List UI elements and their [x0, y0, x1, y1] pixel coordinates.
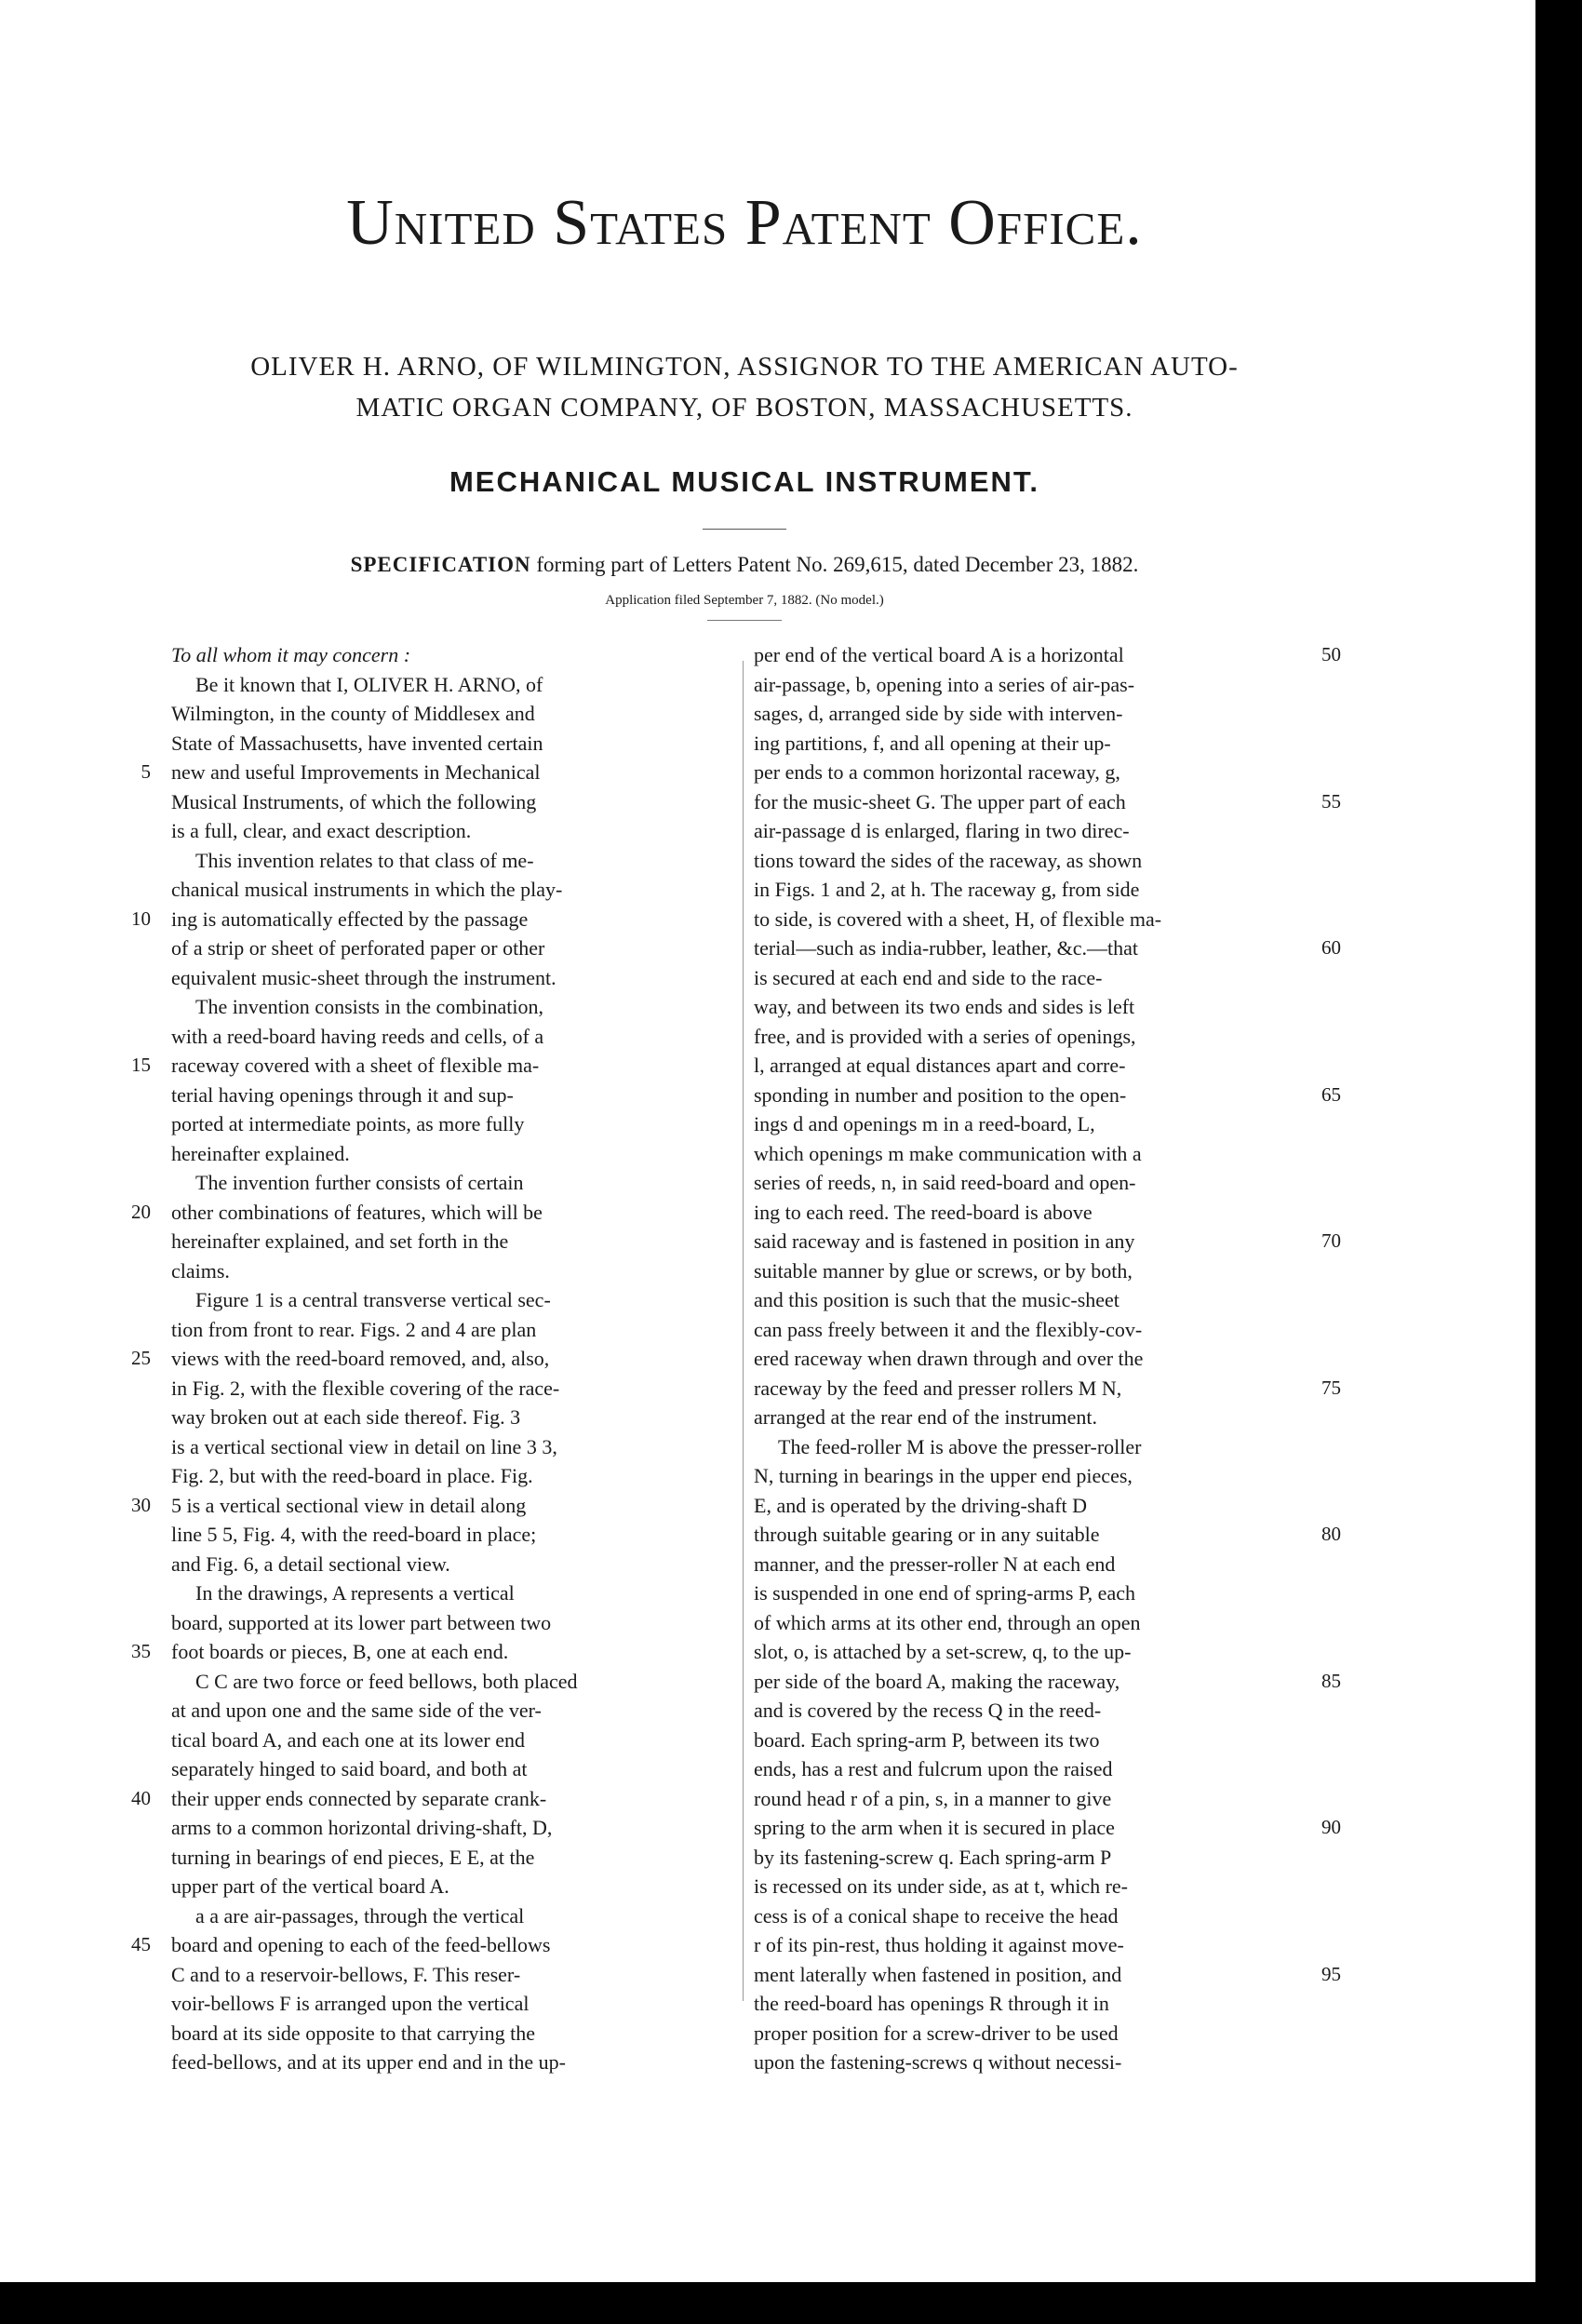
text-line: a a are air-passages, through the vertical: [195, 1903, 525, 1928]
text-line: other combinations of features, which will be: [171, 1200, 543, 1224]
text-line: E, and is operated by the driving-shaft D: [754, 1493, 1088, 1517]
text-line: line 5 5, Fig. 4, with the reed-board in place;: [171, 1523, 537, 1546]
line-number-right: 90: [1321, 1816, 1341, 1838]
inventor-assignor-block: [140, 346, 1349, 428]
text-line: Musical Instruments, of which the following: [171, 789, 537, 813]
text-line: tions toward the sides of the raceway, as shown: [754, 848, 1143, 872]
text-line: raceway covered with a sheet of flexible ma-: [171, 1054, 540, 1077]
text-line: cess is of a conical shape to receive the head: [754, 1903, 1119, 1928]
text-line: hereinafter explained.: [171, 1141, 350, 1165]
text-line: sages, d, arranged side by side with interven-: [754, 702, 1123, 725]
text-line: air-passage d is enlarged, flaring in two direc-: [754, 819, 1130, 842]
text-line: 5 is a vertical sectional view in detail along: [171, 1493, 527, 1517]
spec-rule: [707, 620, 782, 621]
text-line: Wilmington, in the county of Middlesex and: [171, 702, 535, 725]
text-line: way broken out at each side thereof. Fig. 3: [171, 1405, 521, 1429]
invention-title: MECHANICAL MUSICAL INSTRUMENT.: [449, 465, 1040, 498]
line-number-right: 80: [1321, 1523, 1341, 1545]
text-line: ings d and openings m in a reed-board, L,: [754, 1112, 1095, 1135]
line-number-left: 30: [131, 1493, 151, 1516]
specification-label: SPECIFICATION: [350, 553, 531, 576]
text-line: turning in bearings of end pieces, E E, at the: [171, 1845, 535, 1869]
text-line: ing to each reed. The reed-board is above: [754, 1200, 1093, 1224]
text-line: to side, is covered with a sheet, H, of flexible ma-: [754, 907, 1162, 931]
line-number-right: 50: [1321, 643, 1341, 665]
text-line: voir-bellows F is arranged upon the vertical: [171, 1992, 530, 2015]
application-filed-line: Application filed September 7, 1882. (No model.): [605, 593, 884, 608]
text-line: of a strip or sheet of perforated paper or other: [171, 936, 545, 960]
text-line: and is covered by the recess Q in the reed-: [754, 1699, 1102, 1722]
text-line: new and useful Improvements in Mechanical: [171, 760, 541, 784]
text-line: equivalent music-sheet through the instrument.: [171, 965, 556, 989]
text-line: the reed-board has openings R through it in: [754, 1992, 1109, 2015]
line-number-right: 65: [1321, 1082, 1341, 1106]
text-line: arranged at the rear end of the instrument.: [754, 1405, 1097, 1429]
text-line: ing partitions, f, and all opening at their up-: [754, 731, 1111, 755]
text-line: r of its pin-rest, thus holding it against move-: [754, 1933, 1124, 1956]
text-line: Fig. 2, but with the reed-board in place. Fig.: [171, 1464, 533, 1487]
text-line: board. Each spring-arm P, between its two: [754, 1727, 1100, 1752]
line-number-left: 10: [131, 907, 151, 930]
text-line: per end of the vertical board A is a horizontal: [754, 643, 1124, 666]
assignor-line: OLIVER H. ARNO, OF WILMINGTON, ASSIGNOR TO THE AMERICAN AUTO-: [250, 352, 1239, 382]
text-line: in Figs. 1 and 2, at h. The raceway g, from side: [754, 878, 1140, 901]
text-line: and Fig. 6, a detail sectional view.: [171, 1552, 450, 1576]
text-line: separately hinged to said board, and both at: [171, 1757, 528, 1780]
text-line: spring to the arm when it is secured in place: [754, 1816, 1115, 1839]
text-line: views with the reed-board removed, and, also,: [171, 1347, 550, 1370]
line-number-right: 85: [1321, 1669, 1341, 1692]
text-line: board at its side opposite to that carrying the: [171, 2021, 536, 2045]
office-heading: United States Patent Office.: [346, 187, 1143, 259]
text-line: foot boards or pieces, B, one at each end.: [171, 1640, 509, 1663]
text-line: This invention relates to that class of me-: [195, 848, 534, 872]
column-divider: [743, 661, 744, 2001]
text-line: terial having openings through it and sup-: [171, 1082, 514, 1107]
line-number-right: 75: [1321, 1376, 1341, 1399]
text-line: at and upon one and the same side of the ver-: [171, 1699, 542, 1722]
text-line: ends, has a rest and fulcrum upon the raised: [754, 1757, 1113, 1780]
text-line: terial—such as india-rubber, leather, &c.—that: [754, 936, 1139, 960]
line-number-right: 55: [1321, 789, 1341, 813]
text-line: arms to a common horizontal driving-shaft, D,: [171, 1816, 553, 1839]
specification-text: forming part of Letters Patent No. 269,615, dated December 23, 1882.: [530, 553, 1139, 576]
left-text-column: [171, 640, 730, 2077]
text-line: C and to a reservoir-bellows, F. This reser-: [171, 1962, 521, 1986]
text-line: l, arranged at equal distances apart and corre-: [754, 1054, 1126, 1077]
text-line: upon the fastening-screws q without necessi-: [754, 2050, 1122, 2074]
text-line: sponding in number and position to the open-: [754, 1082, 1127, 1107]
text-line: of which arms at its other end, through an open: [754, 1610, 1141, 1634]
text-line: ment laterally when fastened in position, and: [754, 1962, 1122, 1986]
text-line: tion from front to rear. Figs. 2 and 4 are plan: [171, 1317, 537, 1341]
text-line: with a reed-board having reeds and cells, of a: [171, 1024, 544, 1048]
text-line: way, and between its two ends and sides is left: [754, 995, 1135, 1018]
line-number-left: 45: [131, 1933, 151, 1955]
text-line: claims.: [171, 1258, 230, 1283]
text-line: The invention consists in the combination,: [195, 995, 543, 1018]
text-line: feed-bellows, and at its upper end and in the up-: [171, 2050, 566, 2074]
text-line: in Fig. 2, with the flexible covering of the race-: [171, 1376, 560, 1400]
text-line: can pass freely between it and the flexibly-cov-: [754, 1317, 1143, 1341]
text-line: ered raceway when drawn through and over the: [754, 1347, 1144, 1370]
text-line: is a vertical sectional view in detail on line 3 3,: [171, 1434, 557, 1458]
text-line: for the music-sheet G. The upper part of each: [754, 789, 1126, 813]
text-line: chanical musical instruments in which the play-: [171, 878, 563, 901]
title-rule: [703, 529, 786, 530]
line-number-left: 15: [131, 1054, 151, 1076]
text-line: round head r of a pin, s, in a manner to give: [754, 1786, 1112, 1810]
text-line: series of reeds, n, in said reed-board and open-: [754, 1171, 1136, 1194]
text-line: is recessed on its under side, as at t, which re-: [754, 1874, 1128, 1898]
text-line: manner, and the presser-roller N at each end: [754, 1552, 1116, 1576]
line-number-left: 20: [131, 1200, 151, 1223]
text-line: board, supported at its lower part between two: [171, 1610, 552, 1634]
text-line: per side of the board A, making the raceway,: [754, 1669, 1120, 1693]
text-line: per ends to a common horizontal raceway, g,: [754, 760, 1120, 784]
text-line: Be it known that I, OLIVER H. ARNO, of: [195, 672, 543, 696]
text-line: through suitable gearing or in any suitable: [754, 1523, 1100, 1546]
line-number-right: 95: [1321, 1962, 1341, 1985]
text-line: hereinafter explained, and set forth in the: [171, 1229, 509, 1253]
text-line: slot, o, is attached by a set-screw, q, to the up-: [754, 1640, 1132, 1663]
text-line: To all whom it may concern :: [171, 643, 411, 666]
text-line: is secured at each end and side to the race-: [754, 965, 1103, 989]
text-line: is suspended in one end of spring-arms P, each: [754, 1581, 1135, 1605]
right-text-column: [754, 640, 1312, 2077]
text-line: ing is automatically effected by the passage: [171, 907, 529, 931]
text-line: The feed-roller M is above the presser-roller: [778, 1434, 1142, 1458]
text-line: proper position for a screw-driver to be used: [754, 2021, 1119, 2045]
text-line: raceway by the feed and presser rollers M N,: [754, 1376, 1122, 1400]
text-line: The invention further consists of certain: [195, 1171, 524, 1194]
text-line: by its fastening-screw q. Each spring-arm P: [754, 1845, 1112, 1869]
scan-border-right: [1535, 0, 1582, 2324]
text-line: said raceway and is fastened in position in any: [754, 1229, 1135, 1253]
text-line: State of Massachusetts, have invented certain: [171, 731, 543, 755]
text-line: In the drawings, A represents a vertical: [195, 1581, 515, 1605]
specification-line: [140, 553, 1349, 577]
text-line: which openings m make communication with a: [754, 1141, 1142, 1165]
line-number-left: 25: [131, 1347, 151, 1369]
line-number-left: 5: [141, 760, 151, 783]
assignor-line: MATIC ORGAN COMPANY, OF BOSTON, MASSACHUSETTS.: [355, 393, 1133, 423]
line-number-right: 70: [1321, 1229, 1341, 1252]
text-line: their upper ends connected by separate crank-: [171, 1786, 547, 1810]
scan-border-bottom: [0, 2282, 1582, 2324]
text-line: suitable manner by glue or screws, or by both,: [754, 1258, 1133, 1283]
text-line: Figure 1 is a central transverse vertical sec-: [195, 1288, 551, 1311]
text-line: board and opening to each of the feed-bellows: [171, 1933, 551, 1956]
text-line: tical board A, and each one at its lower end: [171, 1727, 525, 1752]
line-number-right: 60: [1321, 936, 1341, 959]
line-number-left: 40: [131, 1786, 151, 1809]
text-line: C C are two force or feed bellows, both placed: [195, 1669, 578, 1693]
text-line: upper part of the vertical board A.: [171, 1874, 449, 1898]
line-number-left: 35: [131, 1640, 151, 1662]
text-line: is a full, clear, and exact description.: [171, 819, 472, 842]
text-line: ported at intermediate points, as more fully: [171, 1112, 525, 1135]
text-line: and this position is such that the music-sheet: [754, 1288, 1119, 1311]
text-line: N, turning in bearings in the upper end pieces,: [754, 1464, 1133, 1487]
text-line: air-passage, b, opening into a series of air-pas-: [754, 672, 1135, 696]
text-line: free, and is provided with a series of openings,: [754, 1024, 1136, 1048]
